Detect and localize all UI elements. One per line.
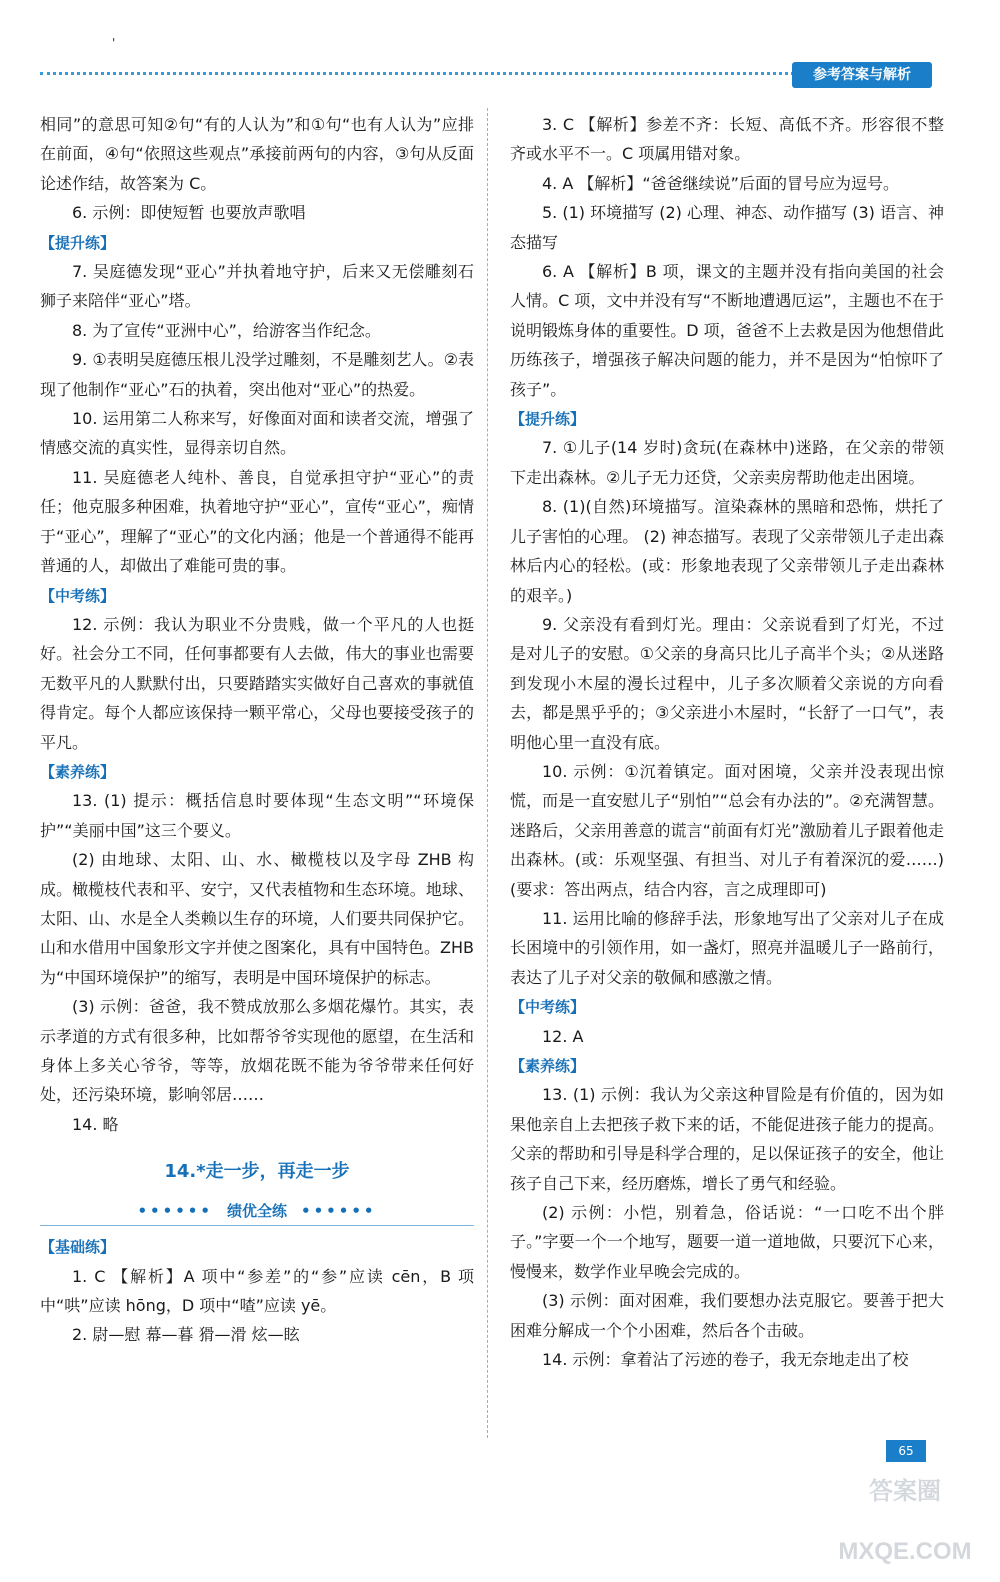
answer-paragraph: 10. 示例：①沉着镇定。面对困境，父亲并没表现出惊慌，而是一直安慰儿子“别怕”“总会有办法的”。②充满智慧。迷路后，父亲用善意的谎言“前面有灯光”激励着儿子跟着他走出森林。(或：乐观坚强、有担当、对儿子有着深沉的爱……)(要求：答出两点，结合内容，言之成理即可): [510, 761, 944, 899]
section-label-zhongkao: 【中考练】: [40, 586, 116, 605]
answer-paragraph: 2. 尉—慰 幕—暮 猾—滑 炫—眩: [72, 1325, 300, 1345]
answer-paragraph: 12. 示例：我认为职业不分贵贱，做一个平凡的人也挺好。社会分工不同，任何事都要有人去做，伟大的事业也需要无数平凡的人默默付出，只要踏踏实实做好自己喜欢的事就值得肯定。每个人都应该保持一颗平常心，父母也要接受孩子的平凡。: [40, 614, 474, 752]
answer-paragraph: 1. C 【解析】A 项中“参差”的“参”应读 cēn，B 项中“哄”应读 hōng，D 项中“喳”应读 yē。: [40, 1266, 474, 1316]
answer-paragraph: 7. 吴庭德发现“亚心”并执着地守护，后来又无偿雕刻石狮子来陪伴“亚心”塔。: [40, 262, 474, 311]
answer-paragraph: 8. 为了宣传“亚洲中心”，给游客当作纪念。: [72, 320, 381, 340]
answer-paragraph: 11. 吴庭德老人纯朴、善良，自觉承担守护“亚心”的责任；他克服多种困难，执着地守护“亚心”，宣传“亚心”，痴情于“亚心”，理解了“亚心”的文化内涵；他是一个普通得不能再普通的人，却做出了难能可贵的事。: [40, 467, 474, 576]
answer-paragraph: 4. A 【解析】“爸爸继续说”后面的冒号应为逗号。: [542, 173, 899, 193]
section-label-suyang: 【素养练】: [40, 762, 116, 781]
right-column: [510, 110, 944, 1374]
section-label-zhongkao: 【中考练】: [510, 998, 586, 1017]
answer-paragraph: 12. A: [542, 1026, 584, 1046]
sub-banner-label: 绩优全练: [226, 1202, 287, 1221]
answer-paragraph: 14. 示例：拿着沾了污迹的卷子，我无奈地走出了校: [542, 1350, 909, 1370]
left-column: [40, 110, 474, 1350]
sub-banner: [40, 1197, 474, 1226]
column-divider: [487, 108, 488, 1438]
answer-paragraph: 11. 运用比喻的修辞手法，形象地写出了父亲对儿子在成长困境中的引领作用，如一盏灯，照亮并温暖儿子一路前行，表达了儿子对父亲的敬佩和感激之情。: [510, 908, 944, 987]
answer-paragraph: (2) 示例：小恺，别着急，俗话说：“一口吃不出个胖子。”字要一个一个地写，题要一道一道地做，只要沉下心来，慢慢来，数学作业早晚会完成的。: [510, 1203, 944, 1281]
header-dotted-line: [40, 72, 800, 75]
answer-paragraph: 14. 略: [72, 1114, 119, 1134]
section-label-tisheng: 【提升练】: [40, 233, 116, 252]
answer-paragraph: 13. (1) 示例：我认为父亲这种冒险是有价值的，因为如果他亲自上去把孩子救下来的话，不能促进孩子能力的提高。父亲的帮助和引导是科学合理的，足以保证孩子的安全，他让孩子自己下来，经历磨炼，增长了勇气和经验。: [510, 1085, 944, 1193]
answer-paragraph: 5. (1) 环境描写 (2) 心理、神态、动作描写 (3) 语言、神态描写: [510, 203, 944, 252]
answer-paragraph: 10. 运用第二人称来写，好像面对面和读者交流，增强了情感交流的真实性，显得亲切自然。: [40, 409, 474, 458]
answer-paragraph: 6. 示例：即使短暂 也要放声歌唱: [72, 203, 306, 223]
answer-paragraph: 相同”的意思可知②句“有的人认为”和①句“也有人认为”应排在前面，④句“依照这些观点”承接前两句的内容，③句从反面论述作结，故答案为 C。: [40, 115, 474, 193]
answer-paragraph: (3) 示例：爸爸，我不赞成放那么多烟花爆竹。其实，表示孝道的方式有很多种，比如帮爷爷实现他的愿望，在生活和身体上多关心爷爷，等等，放烟花既不能为爷爷带来任何好处，还污染环境，影响邻居……: [40, 997, 474, 1105]
top-mark: ': [112, 36, 116, 50]
answer-paragraph: 9. ①表明吴庭德压根儿没学过雕刻，不是雕刻艺人。②表现了他制作“亚心”石的执着，突出他对“亚心”的热爱。: [40, 350, 474, 399]
page-number: 65: [886, 1440, 926, 1462]
answer-paragraph: 6. A 【解析】B 项，课文的主题并没有指向美国的社会人情。C 项，文中并没有写“不断地遭遇厄运”，主题也不在于说明锻炼身体的重要性。D 项，爸爸不上去救是因为他想借此历练孩子，增强孩子解决问题的能力，并不是因为“怕惊吓了孩子”。: [510, 262, 944, 399]
answer-paragraph: (3) 示例：面对困难，我们要想办法克服它。要善于把大困难分解成一个个小困难，然后各个击破。: [510, 1291, 944, 1340]
watermark-logo: 答案圈 MXQE.COM: [838, 1478, 972, 1565]
dots-decoration: ••••••: [137, 1202, 213, 1221]
lesson-title: 14.*走一步，再走一步: [164, 1161, 350, 1183]
section-label-tisheng: 【提升练】: [510, 410, 586, 429]
header-badge: 参考答案与解析: [792, 62, 932, 88]
answer-paragraph: 13. (1) 提示：概括信息时要体现“生态文明”“环境保护”“美丽中国”这三个要义。: [40, 791, 474, 840]
section-label-jichu: 【基础练】: [40, 1238, 116, 1257]
section-label-suyang: 【素养练】: [510, 1057, 586, 1075]
answer-paragraph: 3. C 【解析】参差不齐：长短、高低不齐。形容很不整齐或水平不一。C 项属用错对象。: [510, 115, 944, 164]
answer-paragraph: (2) 由地球、太阳、山、水、橄榄枝以及字母 ZHB 构成。橄榄枝代表和平、安宁，又代表植物和生态环境。地球、太阳、山、水是全人类赖以生存的环境，人们要共同保护它。山和水借用中国象形文字并使之图案化，具有中国特色。ZHB 为“中国环境保护”的缩写，表明是中国环境保护的标志。: [40, 850, 474, 987]
answer-paragraph: 9. 父亲没有看到灯光。理由：父亲说看到了灯光，不过是对儿子的安慰。①父亲的身高只比儿子高半个头；②从迷路到发现小木屋的漫长过程中，儿子多次顺着父亲说的方向看去，都是黑乎乎的；③父亲进小木屋时，“长舒了一口气”，表明他心里一直没有底。: [510, 614, 944, 752]
answer-paragraph: 7. ①儿子(14 岁时)贪玩(在森林中)迷路，在父亲的带领下走出森林。②儿子无力还贷，父亲卖房帮助他走出困境。: [510, 438, 944, 487]
answer-paragraph: 8. (1)(自然)环境描写。渲染森林的黑暗和恐怖，烘托了儿子害怕的心理。 (2) 神态描写。表现了父亲带领儿子走出森林后内心的轻松。(或：形象地表现了父亲带领儿子走出森林的艰辛。): [510, 497, 944, 605]
dots-decoration: ••••••: [301, 1202, 377, 1221]
